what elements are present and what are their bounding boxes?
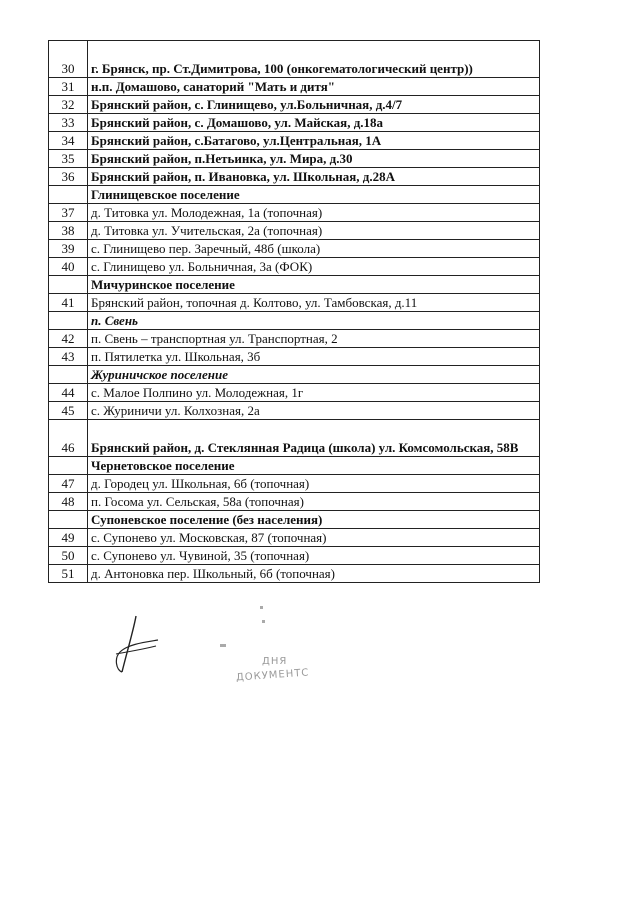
- table-row: [49, 150, 540, 168]
- row-address: Брянский район, п. Ивановка, ул. Школьная, д.28А: [88, 168, 540, 186]
- row-address: Глинищевское поселение: [88, 186, 540, 204]
- faded-stamp: [222, 600, 332, 690]
- row-number: 36: [49, 168, 88, 186]
- row-address: п. Свень: [88, 312, 540, 330]
- stamp-line-2: ДОКУМЕНТС: [235, 667, 310, 684]
- row-number: 33: [49, 114, 88, 132]
- row-address: д. Городец ул. Школьная, 6б (топочная): [88, 475, 540, 493]
- table-row: [49, 348, 540, 366]
- row-address: Брянский район, с. Домашово, ул. Майская, д.18а: [88, 114, 540, 132]
- table-row: [49, 475, 540, 493]
- row-address: п. Госома ул. Сельская, 58а (топочная): [88, 493, 540, 511]
- row-number: 35: [49, 150, 88, 168]
- row-address: д. Антоновка пер. Школьный, 6б (топочная): [88, 565, 540, 583]
- row-address: п. Свень – транспортная ул. Транспортная, 2: [88, 330, 540, 348]
- row-number: [49, 312, 88, 330]
- table-row: [49, 186, 540, 204]
- row-address: с. Журиничи ул. Колхозная, 2а: [88, 402, 540, 420]
- table-row: [49, 204, 540, 222]
- row-address: Брянский район, топочная д. Колтово, ул. Тамбовская, д.11: [88, 294, 540, 312]
- row-address: с. Малое Полпино ул. Молодежная, 1г: [88, 384, 540, 402]
- table-row: [49, 294, 540, 312]
- table-row: [49, 240, 540, 258]
- row-number: 49: [49, 529, 88, 547]
- row-number: 32: [49, 96, 88, 114]
- table-row: [49, 529, 540, 547]
- row-address: Брянский район, с. Глинищево, ул.Больничная, д.4/7: [88, 96, 540, 114]
- row-address: Брянский район, д. Стеклянная Радица (школа) ул. Комсомольская, 58В: [88, 420, 540, 457]
- table-row: [49, 547, 540, 565]
- row-number: [49, 457, 88, 475]
- address-table: [48, 40, 540, 583]
- table-row: [49, 511, 540, 529]
- table-row: [49, 565, 540, 583]
- row-address: с. Супонево ул. Чувиной, 35 (топочная): [88, 547, 540, 565]
- row-address: д. Титовка ул. Молодежная, 1а (топочная): [88, 204, 540, 222]
- row-address: п. Пятилетка ул. Школьная, 3б: [88, 348, 540, 366]
- row-address: д. Титовка ул. Учительская, 2а (топочная): [88, 222, 540, 240]
- table-row: [49, 41, 540, 78]
- row-number: 39: [49, 240, 88, 258]
- row-address: Мичуринское поселение: [88, 276, 540, 294]
- stamp-line-1: ДНЯ: [262, 656, 288, 667]
- row-address: с. Супонево ул. Московская, 87 (топочная): [88, 529, 540, 547]
- row-number: [49, 511, 88, 529]
- row-number: 43: [49, 348, 88, 366]
- table-row: [49, 312, 540, 330]
- row-number: 30: [49, 41, 88, 78]
- row-number: 44: [49, 384, 88, 402]
- signature-icon: [106, 612, 162, 676]
- table-row: [49, 457, 540, 475]
- row-address: Журиничское поселение: [88, 366, 540, 384]
- table-row: [49, 330, 540, 348]
- row-address: н.п. Домашово, санаторий "Мать и дитя": [88, 78, 540, 96]
- row-number: 51: [49, 565, 88, 583]
- row-number: [49, 186, 88, 204]
- row-address: с. Глинищево ул. Больничная, 3а (ФОК): [88, 258, 540, 276]
- table-row: [49, 384, 540, 402]
- table-row: [49, 96, 540, 114]
- table-row: [49, 258, 540, 276]
- row-number: 34: [49, 132, 88, 150]
- row-number: 37: [49, 204, 88, 222]
- table-row: [49, 402, 540, 420]
- row-number: 41: [49, 294, 88, 312]
- row-number: 31: [49, 78, 88, 96]
- row-address: Брянский район, п.Нетьинка, ул. Мира, д.30: [88, 150, 540, 168]
- row-number: 48: [49, 493, 88, 511]
- row-address: Чернетовское поселение: [88, 457, 540, 475]
- row-number: [49, 276, 88, 294]
- table-row: [49, 222, 540, 240]
- row-address: с. Глинищево пер. Заречный, 48б (школа): [88, 240, 540, 258]
- table-row: [49, 420, 540, 457]
- row-number: 50: [49, 547, 88, 565]
- address-table-body: [49, 41, 540, 583]
- row-number: 40: [49, 258, 88, 276]
- row-address: Брянский район, с.Батагово, ул.Центральная, 1А: [88, 132, 540, 150]
- table-row: [49, 78, 540, 96]
- table-row: [49, 366, 540, 384]
- table-row: [49, 168, 540, 186]
- row-address: г. Брянск, пр. Ст.Димитрова, 100 (онкогематологический центр)): [88, 41, 540, 78]
- table-row: [49, 114, 540, 132]
- table-row: [49, 493, 540, 511]
- row-number: [49, 366, 88, 384]
- row-address: Супоневское поселение (без населения): [88, 511, 540, 529]
- row-number: 46: [49, 420, 88, 457]
- row-number: 42: [49, 330, 88, 348]
- row-number: 38: [49, 222, 88, 240]
- row-number: 45: [49, 402, 88, 420]
- table-row: [49, 276, 540, 294]
- row-number: 47: [49, 475, 88, 493]
- table-row: [49, 132, 540, 150]
